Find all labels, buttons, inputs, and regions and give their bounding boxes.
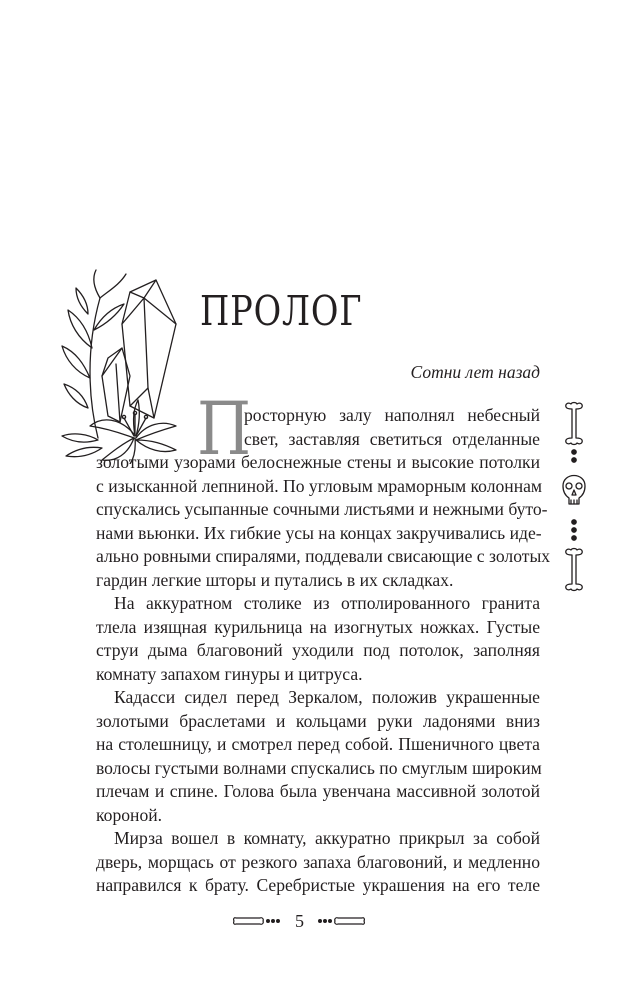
text-line: спускались усыпанные сочными листьями и нежными буто- (96, 499, 548, 519)
text-line: Кадасси сидел перед Зеркалом, положив украшенные (114, 687, 540, 707)
text-line: свет, заставляя светиться отделанные (244, 428, 540, 449)
drop-cap: П (197, 387, 252, 472)
text-line: направился к брату. Серебристые украшения на его теле (96, 875, 540, 895)
text-line: На аккуратном столике из отполированного гранита (114, 593, 540, 613)
text-line: золотыми узорами белоснежные стены и высокие потолки (96, 452, 540, 472)
text-line: на столешницу, и смотрел перед собой. Пшеничного цвета (96, 734, 540, 754)
text-line: ально ровными спиралями, поддевали свисающие с золотых (96, 546, 551, 566)
text-line: струи дыма благовоний уходили под потолок, заполняя (96, 640, 540, 660)
bone-flourish-icon (316, 914, 366, 928)
text-line: росторную залу наполнял небесный (244, 405, 540, 425)
text-line: плечам и спине. Голова была увенчана массивной золотой (96, 781, 540, 801)
paragraph-1 (96, 404, 551, 592)
text-line: короной. (96, 804, 163, 825)
bone-skull-icon (559, 400, 589, 592)
paragraph-4 (96, 827, 540, 898)
text-line: тлела изящная курильница на изогнутых ножках. Густые (96, 616, 540, 637)
text-line: волосы густыми волнами спускались по смуглым широким (96, 757, 542, 778)
text-line: комнату запахом гинуры и цитруса. (96, 663, 363, 684)
page-number: 5 (295, 911, 304, 931)
text-line: дверь, морщась от резкого запаха благовоний, и медленно (96, 851, 540, 872)
paragraph-3 (96, 686, 540, 827)
chapter-title: ПРОЛОГ (200, 287, 363, 335)
text-line: с изысканной лепниной. По угловым мраморным колоннам (96, 475, 543, 496)
chapter-subtitle: Сотни лет назад (410, 362, 540, 382)
bone-flourish-icon (232, 914, 282, 928)
text-line: Мирза вошел в комнату, аккуратно прикрыл за собой (114, 828, 540, 848)
text-line: золотыми браслетами и кольцами руки ладонями вниз (96, 710, 540, 731)
text-line: гардин легкие шторы и путались в их складках. (96, 569, 454, 590)
paragraph-2 (96, 592, 540, 686)
text-line: нами вьюнки. Их гибкие усы на концах закручивались иде- (96, 522, 542, 543)
